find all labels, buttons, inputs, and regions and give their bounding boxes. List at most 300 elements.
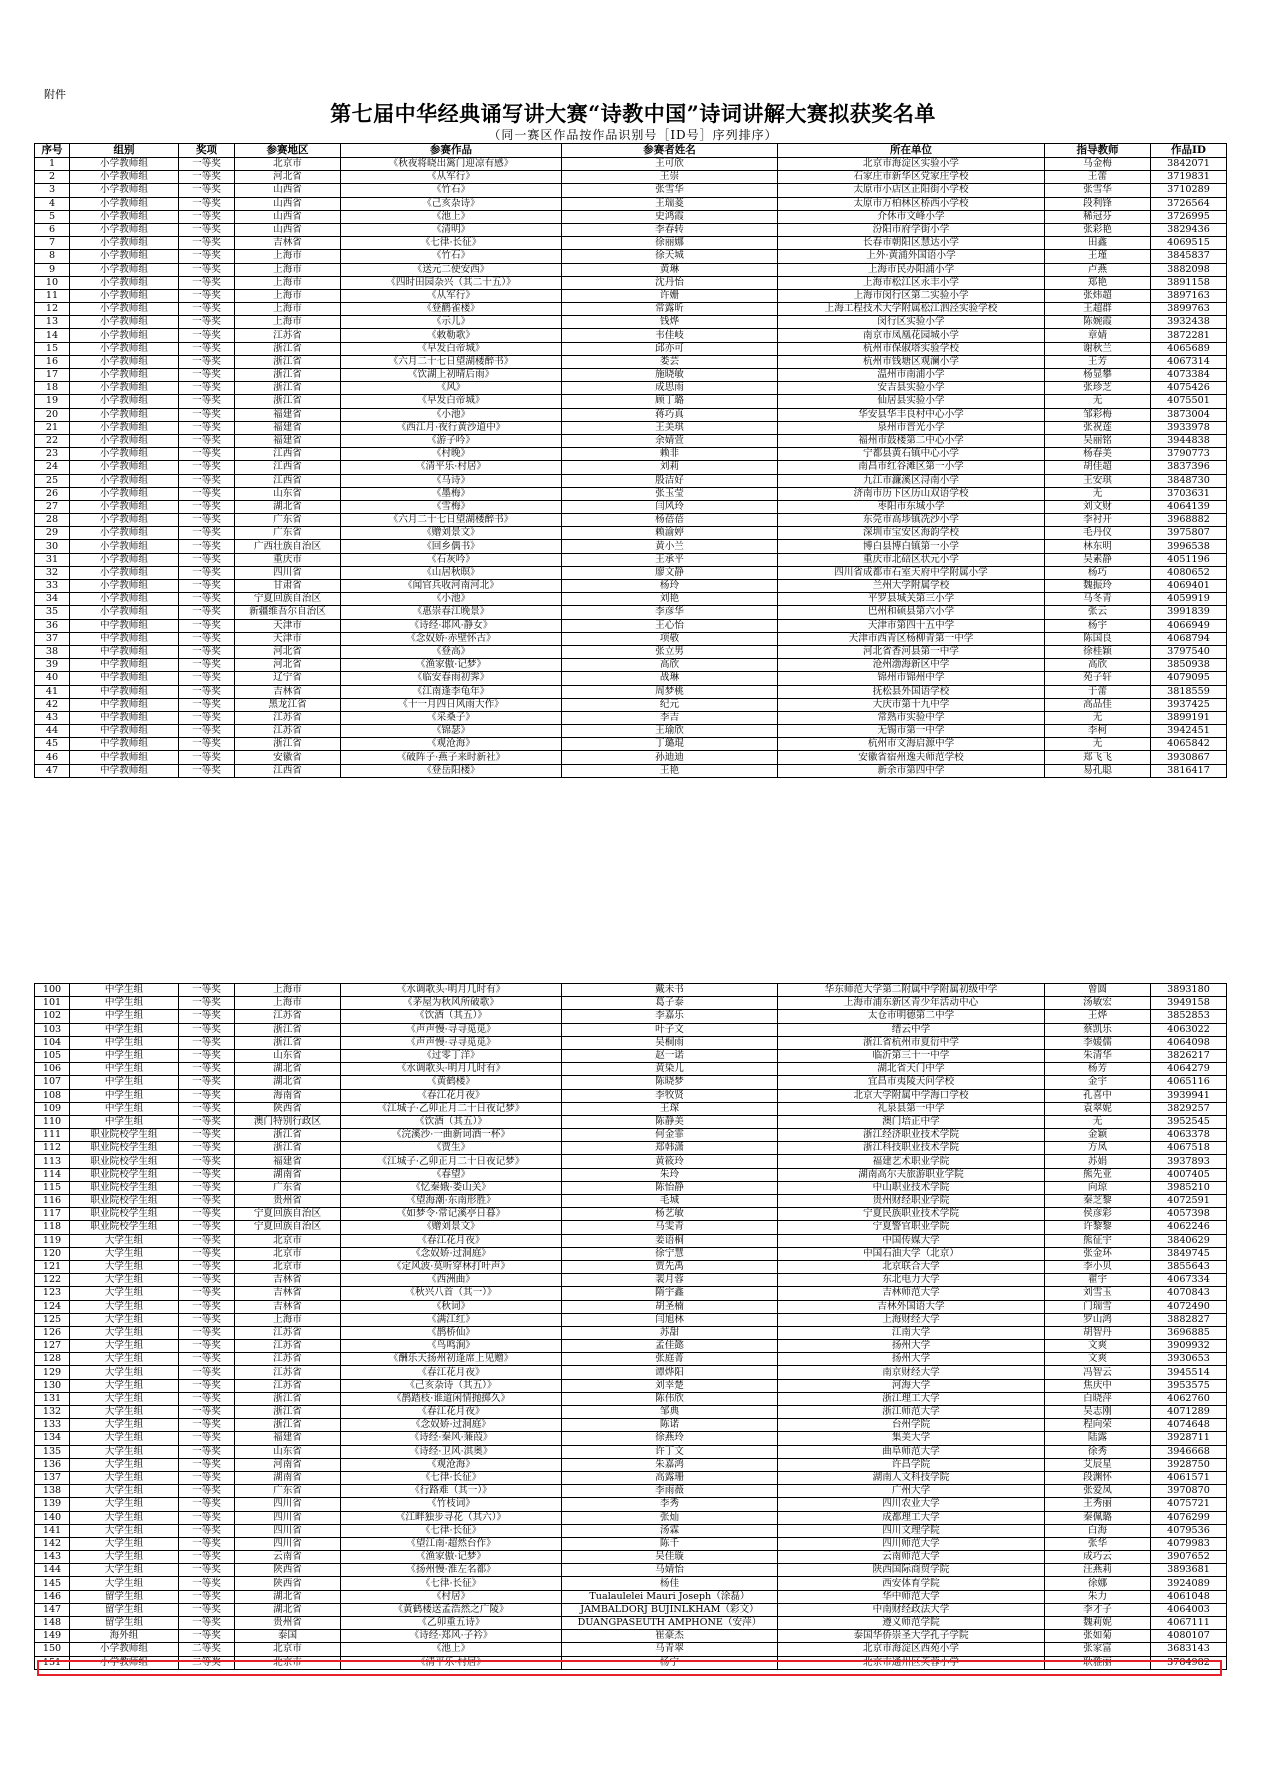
table-cell: 广东省: [235, 527, 341, 540]
table-cell: 广东省: [235, 1485, 341, 1498]
table-cell: 《渔家傲·记梦》: [341, 659, 562, 672]
table-cell: 《六月二十七日望湖楼醉书》: [341, 514, 562, 527]
table-cell: 职业院校学生组: [70, 1195, 179, 1208]
table-cell: 崔豪杰: [562, 1630, 778, 1643]
table-cell: 《石灰吟》: [341, 553, 562, 566]
table-cell: 《鸟鸣涧》: [341, 1340, 562, 1353]
table-cell: 中学生组: [70, 984, 179, 997]
table-cell: 3726564: [1151, 197, 1227, 210]
table-cell: 吴素静: [1045, 553, 1151, 566]
table-cell: 宁夏回族自治区: [235, 1221, 341, 1234]
table-row: [35, 1089, 1227, 1102]
table-row: [35, 764, 1227, 777]
table-row: [35, 1195, 1227, 1208]
table-cell: 3893681: [1151, 1564, 1227, 1577]
table-cell: 一等奖: [179, 1379, 235, 1392]
table-cell: 123: [35, 1287, 70, 1300]
table-cell: 《黄鹤楼》: [341, 1076, 562, 1089]
table-cell: 葛子泰: [562, 997, 778, 1010]
table-cell: 3968882: [1151, 514, 1227, 527]
table-row: [35, 342, 1227, 355]
table-cell: 职业院校学生组: [70, 1142, 179, 1155]
table-cell: 《己亥杂诗》: [341, 197, 562, 210]
table-cell: 一等奖: [179, 1590, 235, 1603]
table-cell: 李衬开: [1045, 514, 1151, 527]
table-cell: 缙云中学: [778, 1023, 1045, 1036]
table-cell: 魏振玲: [1045, 580, 1151, 593]
table-cell: 广州大学: [778, 1485, 1045, 1498]
table-cell: 《水调歌头·明月几时有》: [341, 984, 562, 997]
table-cell: 120: [35, 1247, 70, 1260]
table-cell: 《行路难（其一）》: [341, 1485, 562, 1498]
table-cell: 3784982: [1151, 1656, 1227, 1669]
table-cell: 大学生组: [70, 1379, 179, 1392]
table-cell: 5: [35, 210, 70, 223]
table-cell: 四川文理学院: [778, 1524, 1045, 1537]
table-cell: 许丁文: [562, 1445, 778, 1458]
table-cell: 一等奖: [179, 1551, 235, 1564]
table-cell: 中学生组: [70, 1115, 179, 1128]
table-cell: 小学教师组: [70, 369, 179, 382]
table-cell: 娄芸: [562, 355, 778, 368]
table-cell: 3975807: [1151, 527, 1227, 540]
table-cell: 3872281: [1151, 329, 1227, 342]
table-cell: 李彦华: [562, 606, 778, 619]
table-cell: 《登鹳雀楼》: [341, 303, 562, 316]
table-cell: 天津市西青区杨柳青第一中学: [778, 632, 1045, 645]
table-cell: 汤霖: [562, 1524, 778, 1537]
table-cell: 郑韩潇: [562, 1142, 778, 1155]
table-row: [35, 1406, 1227, 1419]
table-cell: 杨艺敏: [562, 1208, 778, 1221]
table-cell: 小学教师组: [70, 421, 179, 434]
table-cell: 江苏省: [235, 1353, 341, 1366]
table-cell: 新疆维吾尔自治区: [235, 606, 341, 619]
table-cell: 《七律·长征》: [341, 1577, 562, 1590]
table-cell: 4080652: [1151, 566, 1227, 579]
table-cell: 泰国华侨崇圣大学孔子学院: [778, 1630, 1045, 1643]
table-cell: 罗山鸿: [1045, 1313, 1151, 1326]
table-cell: 天津市: [235, 632, 341, 645]
table-cell: 马青翠: [562, 1643, 778, 1656]
table-cell: 中学教师组: [70, 738, 179, 751]
table-cell: 向琼: [1045, 1181, 1151, 1194]
table-cell: 一等奖: [179, 1155, 235, 1168]
table-cell: 小学教师组: [70, 223, 179, 236]
table-cell: 无: [1045, 1115, 1151, 1128]
table-cell: 128: [35, 1353, 70, 1366]
table-cell: 李小贝: [1045, 1260, 1151, 1273]
table-row: [35, 1102, 1227, 1115]
table-cell: 27: [35, 500, 70, 513]
table-cell: 中学生组: [70, 1049, 179, 1062]
table-cell: 12: [35, 303, 70, 316]
table-row: [35, 725, 1227, 738]
table-cell: 一等奖: [179, 672, 235, 685]
table-cell: 3790773: [1151, 448, 1227, 461]
table-cell: 《山居秋暝》: [341, 566, 562, 579]
table-cell: 116: [35, 1195, 70, 1208]
table-row: [35, 1537, 1227, 1550]
table-cell: 大学生组: [70, 1234, 179, 1247]
table-cell: Tualaulelei Mauri Joseph（涂磊）: [562, 1590, 778, 1603]
table-cell: 3855643: [1151, 1260, 1227, 1273]
table-cell: 袁翠妮: [1045, 1102, 1151, 1115]
table-cell: 王可欣: [562, 158, 778, 171]
table-cell: 李嘉乐: [562, 1010, 778, 1023]
table-cell: 15: [35, 342, 70, 355]
table-cell: 4076299: [1151, 1511, 1227, 1524]
table-cell: 九江市濂溪区浔南小学: [778, 474, 1045, 487]
table-cell: 山西省: [235, 223, 341, 236]
table-cell: 一等奖: [179, 369, 235, 382]
table-cell: 杭州市钱塘区观澜小学: [778, 355, 1045, 368]
table-cell: 4072490: [1151, 1300, 1227, 1313]
table-cell: 纪元: [562, 698, 778, 711]
table-cell: 北京联合大学: [778, 1260, 1045, 1273]
table-cell: 河北省: [235, 659, 341, 672]
table-cell: 吉林省: [235, 237, 341, 250]
table-cell: 战琳: [562, 672, 778, 685]
table-cell: 小学教师组: [70, 540, 179, 553]
table-row: [35, 1564, 1227, 1577]
table-cell: 宁夏回族自治区: [235, 593, 341, 606]
table-cell: 3952545: [1151, 1115, 1227, 1128]
table-row: [35, 395, 1227, 408]
table-cell: 3829257: [1151, 1102, 1227, 1115]
table-cell: 徐天城: [562, 250, 778, 263]
table-cell: 大学生组: [70, 1353, 179, 1366]
table-cell: 一等奖: [179, 276, 235, 289]
table-cell: 一等奖: [179, 1260, 235, 1273]
table-cell: 贵州财经职业学院: [778, 1195, 1045, 1208]
table-cell: 苏甜: [562, 1326, 778, 1339]
table-cell: 3845837: [1151, 250, 1227, 263]
table-cell: 遵义师范学院: [778, 1617, 1045, 1630]
table-cell: 小学教师组: [70, 514, 179, 527]
table-row: [35, 1551, 1227, 1564]
table-cell: 3899191: [1151, 711, 1227, 724]
table-cell: 浙江省: [235, 395, 341, 408]
table-cell: 28: [35, 514, 70, 527]
table-cell: 福建省: [235, 421, 341, 434]
table-cell: 《春望》: [341, 1168, 562, 1181]
table-cell: 史鸿霞: [562, 210, 778, 223]
table-cell: 一等奖: [179, 1564, 235, 1577]
table-cell: 36: [35, 619, 70, 632]
table-cell: 46: [35, 751, 70, 764]
table-cell: 3703631: [1151, 487, 1227, 500]
table-cell: 3818559: [1151, 685, 1227, 698]
table-cell: 吉林省: [235, 685, 341, 698]
table-cell: 徐燕玲: [562, 1432, 778, 1445]
table-row: [35, 329, 1227, 342]
table-cell: 一等奖: [179, 1471, 235, 1484]
table-cell: 4063378: [1151, 1129, 1227, 1142]
table-cell: 白晓萍: [1045, 1392, 1151, 1405]
table-cell: 许姗: [562, 289, 778, 302]
table-cell: 太仓市明德第二中学: [778, 1010, 1045, 1023]
table-cell: 中学生组: [70, 1076, 179, 1089]
table-cell: 上海市: [235, 984, 341, 997]
table-cell: 3996538: [1151, 540, 1227, 553]
table-cell: 高欣: [1045, 659, 1151, 672]
table-cell: 一等奖: [179, 619, 235, 632]
table-cell: 大学生组: [70, 1406, 179, 1419]
table-cell: 大学生组: [70, 1366, 179, 1379]
table-cell: 4067518: [1151, 1142, 1227, 1155]
table-row: [35, 1498, 1227, 1511]
table-cell: 小学教师组: [70, 580, 179, 593]
table-cell: 湖南高尔夫旅游职业学院: [778, 1168, 1045, 1181]
table-row: [35, 1274, 1227, 1287]
table-cell: 3985210: [1151, 1181, 1227, 1194]
table-cell: 湖南人文科技学院: [778, 1471, 1045, 1484]
table-cell: 《忆秦娥·娄山关》: [341, 1181, 562, 1194]
table-cell: 一等奖: [179, 1353, 235, 1366]
table-cell: 焦庆中: [1045, 1379, 1151, 1392]
table-cell: 一等奖: [179, 1617, 235, 1630]
table-cell: 程向荣: [1045, 1419, 1151, 1432]
table-row: [35, 158, 1227, 171]
table-cell: 张珍芝: [1045, 382, 1151, 395]
table-cell: 湖北省: [235, 500, 341, 513]
table-cell: 124: [35, 1300, 70, 1313]
table-cell: 3928750: [1151, 1458, 1227, 1471]
table-cell: 3849745: [1151, 1247, 1227, 1260]
table-cell: 4075426: [1151, 382, 1227, 395]
table-row: [35, 1392, 1227, 1405]
table-cell: 浙江省: [235, 1392, 341, 1405]
table-cell: 艾辰星: [1045, 1458, 1151, 1471]
table-cell: 张家富: [1045, 1643, 1151, 1656]
table-cell: 钱烨: [562, 316, 778, 329]
table-cell: 浙江省: [235, 1129, 341, 1142]
table-cell: 142: [35, 1537, 70, 1550]
table-row: [35, 632, 1227, 645]
table-cell: 浙江省杭州市夏衍中学: [778, 1036, 1045, 1049]
table-cell: 3909932: [1151, 1340, 1227, 1353]
table-cell: 马雯青: [562, 1221, 778, 1234]
table-body: [35, 158, 1227, 778]
table-cell: 一等奖: [179, 997, 235, 1010]
table-row: [35, 1419, 1227, 1432]
table-cell: 4063022: [1151, 1023, 1227, 1036]
table-cell: 辽宁省: [235, 672, 341, 685]
table-cell: 小学教师组: [70, 606, 179, 619]
table-row: [35, 1432, 1227, 1445]
table-row: [35, 303, 1227, 316]
table-cell: 朱玲: [562, 1168, 778, 1181]
table-cell: 《鹊踏枝·谁道闲情抛掷久》: [341, 1392, 562, 1405]
table-cell: 一等奖: [179, 303, 235, 316]
table-cell: 一等奖: [179, 1419, 235, 1432]
table-cell: 河海大学: [778, 1379, 1045, 1392]
table-cell: 22: [35, 434, 70, 447]
table-cell: 《声声慢·寻寻觅觅》: [341, 1036, 562, 1049]
table-cell: 胡智丹: [1045, 1326, 1151, 1339]
table-cell: 福建省: [235, 1432, 341, 1445]
table-cell: 隋宇鑫: [562, 1287, 778, 1300]
table-cell: 锦州市锦州中学: [778, 672, 1045, 685]
table-cell: 134: [35, 1432, 70, 1445]
table-cell: 《秋词》: [341, 1300, 562, 1313]
table-cell: 小学教师组: [70, 316, 179, 329]
table-cell: 魏莉妮: [1045, 1617, 1151, 1630]
table-cell: 19: [35, 395, 70, 408]
table-cell: 《诗经·郑风·子衿》: [341, 1630, 562, 1643]
table-cell: 成都理工大学: [778, 1511, 1045, 1524]
table-cell: 邹彩梅: [1045, 408, 1151, 421]
table-cell: 江苏省: [235, 1010, 341, 1023]
table-cell: 一等奖: [179, 461, 235, 474]
table-cell: 1: [35, 158, 70, 171]
table-cell: 一等奖: [179, 1274, 235, 1287]
table-cell: 浙江省: [235, 1142, 341, 1155]
table-cell: 20: [35, 408, 70, 421]
table-cell: 秦芝黎: [1045, 1195, 1151, 1208]
table-cell: 《定风波·莫听穿林打叶声》: [341, 1260, 562, 1273]
table-cell: 《浣溪沙·一曲新词酒一杯》: [341, 1129, 562, 1142]
table-cell: 一等奖: [179, 197, 235, 210]
table-cell: 马婧怡: [562, 1564, 778, 1577]
table-cell: 曲阜师范大学: [778, 1445, 1045, 1458]
table-cell: 42: [35, 698, 70, 711]
table-cell: 大学生组: [70, 1564, 179, 1577]
table-row: [35, 1617, 1227, 1630]
table-cell: 105: [35, 1049, 70, 1062]
table-cell: 小学教师组: [70, 289, 179, 302]
table-cell: 一等奖: [179, 1326, 235, 1339]
table-cell: 4062760: [1151, 1392, 1227, 1405]
table-cell: 冯智云: [1045, 1366, 1151, 1379]
table-cell: 一等奖: [179, 1168, 235, 1181]
table-cell: 一等奖: [179, 1010, 235, 1023]
table-cell: 2: [35, 171, 70, 184]
table-row: [35, 276, 1227, 289]
table-row: [35, 184, 1227, 197]
table-cell: 职业院校学生组: [70, 1168, 179, 1181]
table-cell: 大学生组: [70, 1300, 179, 1313]
table-cell: 王超群: [1045, 303, 1151, 316]
table-cell: 徐宁慧: [562, 1247, 778, 1260]
table-cell: 文爽: [1045, 1353, 1151, 1366]
table-cell: 徐丽娜: [562, 237, 778, 250]
table-cell: 贵州省: [235, 1195, 341, 1208]
table-cell: 上海市民办阳浦小学: [778, 263, 1045, 276]
header-cell: 所在单位: [778, 144, 1045, 158]
table-cell: 胡佳超: [1045, 461, 1151, 474]
table-row: [35, 1458, 1227, 1471]
table-cell: 博白县博白镇第一小学: [778, 540, 1045, 553]
table-cell: 江苏省: [235, 725, 341, 738]
table-cell: 《六月二十七日望湖楼醉书》: [341, 355, 562, 368]
table-cell: 《临安春雨初霁》: [341, 672, 562, 685]
table-cell: 湖南省: [235, 1168, 341, 1181]
table-cell: 23: [35, 448, 70, 461]
table-cell: 中山职业技术学院: [778, 1181, 1045, 1194]
table-cell: 台州学院: [778, 1419, 1045, 1432]
table-cell: 《秋夜将晓出篱门迎凉有感》: [341, 158, 562, 171]
table-cell: 101: [35, 997, 70, 1010]
header-cell: 参赛地区: [235, 144, 341, 158]
table-cell: 一等奖: [179, 540, 235, 553]
table-cell: 上海市: [235, 1313, 341, 1326]
table-cell: 安吉县实验小学: [778, 382, 1045, 395]
table-cell: 小学教师组: [70, 434, 179, 447]
table-cell: 一等奖: [179, 1432, 235, 1445]
table-cell: 李牧贤: [562, 1089, 778, 1102]
table-cell: 一等奖: [179, 645, 235, 658]
table-cell: 144: [35, 1564, 70, 1577]
table-cell: 小学教师组: [70, 593, 179, 606]
table-cell: 100: [35, 984, 70, 997]
table-cell: 《回乡偶书》: [341, 540, 562, 553]
table-cell: 许昌学院: [778, 1458, 1045, 1471]
table-cell: 江苏省: [235, 1366, 341, 1379]
table-cell: 高欣: [562, 659, 778, 672]
table-row: [35, 1049, 1227, 1062]
table-cell: 济南市历下区历山双语学校: [778, 487, 1045, 500]
table-cell: 《春江花月夜》: [341, 1406, 562, 1419]
table-row: [35, 566, 1227, 579]
table-cell: 甘肃省: [235, 580, 341, 593]
table-row: [35, 1010, 1227, 1023]
table-cell: 小学教师组: [70, 197, 179, 210]
table-cell: 陕西省: [235, 1564, 341, 1577]
table-cell: 一等奖: [179, 171, 235, 184]
table-cell: 贾先禹: [562, 1260, 778, 1273]
table-cell: 中学生组: [70, 1063, 179, 1076]
table-row: [35, 685, 1227, 698]
table-cell: 陕西省: [235, 1577, 341, 1590]
table-cell: 无: [1045, 487, 1151, 500]
table-row: [35, 738, 1227, 751]
table-cell: 一等奖: [179, 659, 235, 672]
table-cell: 149: [35, 1630, 70, 1643]
table-cell: 3939941: [1151, 1089, 1227, 1102]
table-cell: 4069401: [1151, 580, 1227, 593]
table-cell: 一等奖: [179, 395, 235, 408]
table-cell: 4064098: [1151, 1036, 1227, 1049]
table-cell: 北京市海淀区西苑小学: [778, 1643, 1045, 1656]
table-row: [35, 382, 1227, 395]
table-cell: 毛丹仪: [1045, 527, 1151, 540]
table-cell: 4069515: [1151, 237, 1227, 250]
table-cell: 一等奖: [179, 1129, 235, 1142]
table-cell: 北京市海淀区实验小学: [778, 158, 1045, 171]
table-cell: 杨宁: [562, 1656, 778, 1669]
table-cell: 3683143: [1151, 1643, 1227, 1656]
table-cell: 小学教师组: [70, 342, 179, 355]
table-cell: 小学教师组: [70, 395, 179, 408]
table-cell: 一等奖: [179, 1524, 235, 1537]
table-cell: 《诗经·卫风·淇奥》: [341, 1445, 562, 1458]
table-cell: 一等奖: [179, 1208, 235, 1221]
table-cell: 王美琪: [562, 421, 778, 434]
table-cell: 一等奖: [179, 1102, 235, 1115]
table-cell: 3970870: [1151, 1485, 1227, 1498]
table-cell: 3937893: [1151, 1155, 1227, 1168]
table-cell: 陈千: [562, 1537, 778, 1550]
table-cell: 文爽: [1045, 1340, 1151, 1353]
table-cell: 47: [35, 764, 70, 777]
table-cell: 《示儿》: [341, 316, 562, 329]
table-cell: 上海市: [235, 997, 341, 1010]
table-cell: 周梦桃: [562, 685, 778, 698]
table-cell: 赵一诺: [562, 1049, 778, 1062]
table-cell: 《鹊桥仙》: [341, 1326, 562, 1339]
